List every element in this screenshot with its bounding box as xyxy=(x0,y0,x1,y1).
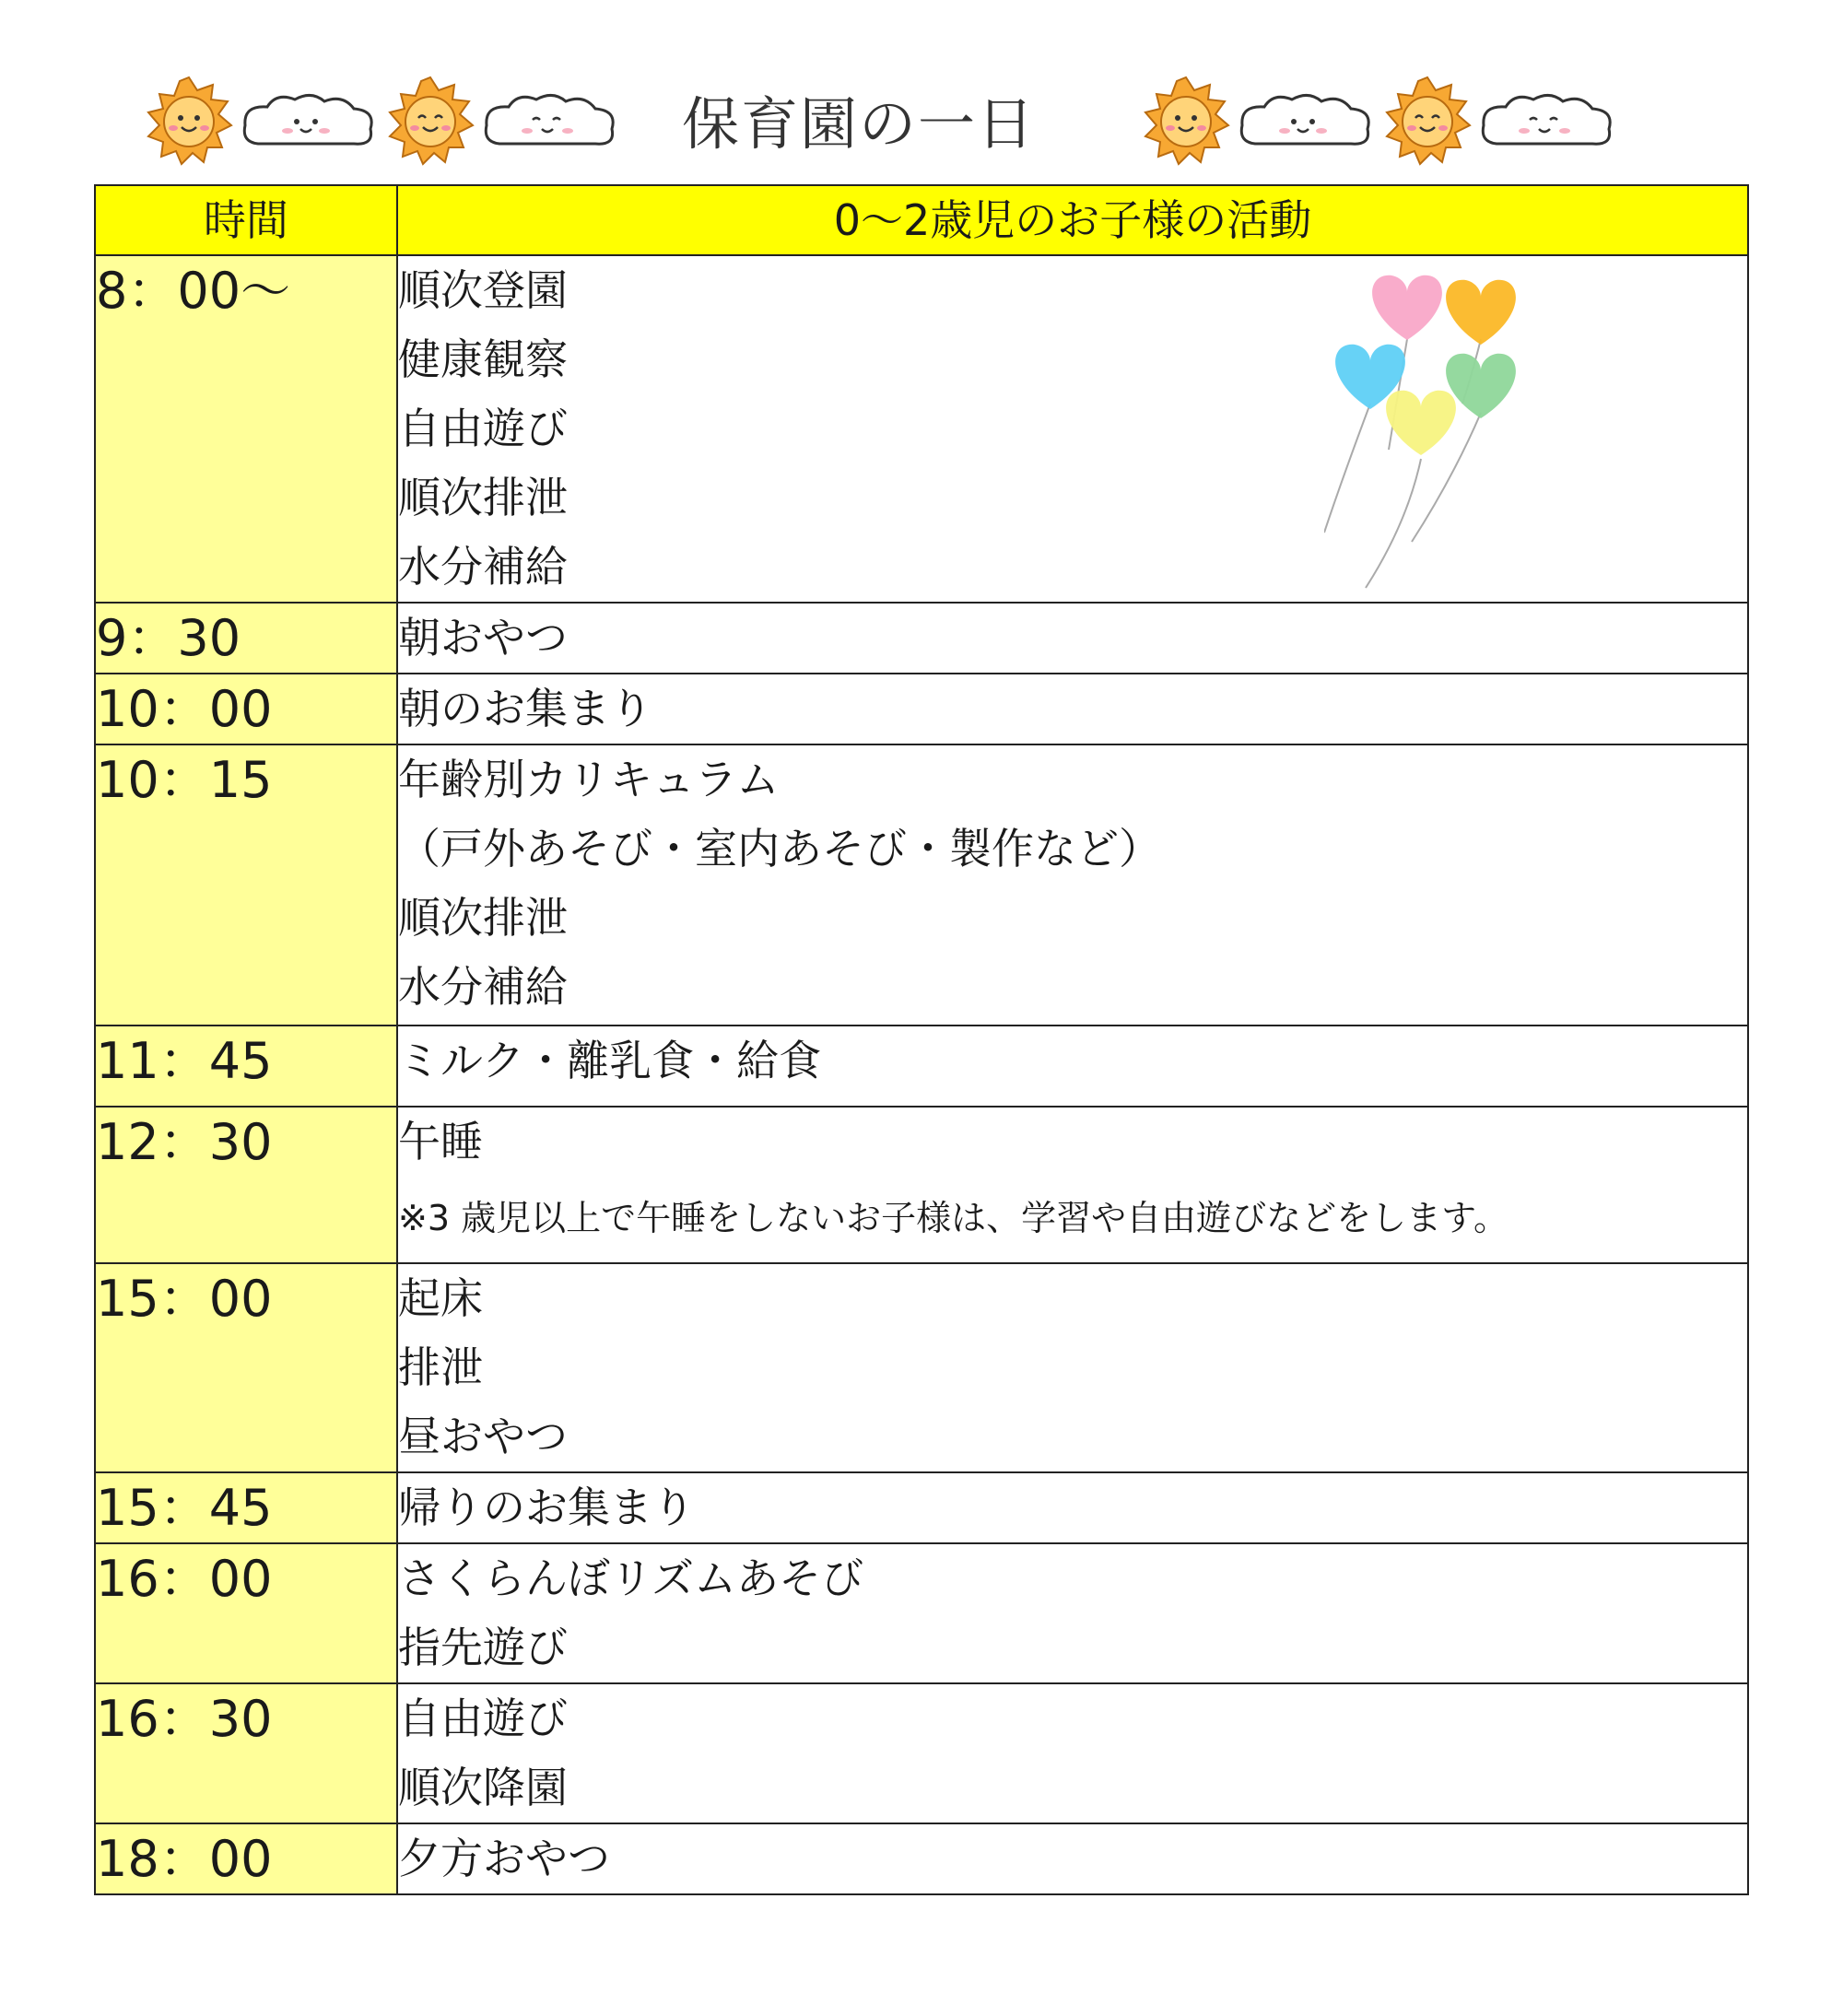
table-row xyxy=(95,744,1748,1026)
activity-cell xyxy=(397,1543,1748,1683)
activity-item: 朝のお集まり xyxy=(398,684,652,733)
header-time: 時間 xyxy=(95,185,397,255)
sun-icon xyxy=(1377,76,1478,168)
table-row xyxy=(95,674,1748,744)
time-cell: 16：00 xyxy=(95,1543,397,1683)
activity-cell xyxy=(397,1823,1748,1894)
activity-item: 順次排泄 xyxy=(398,893,568,943)
cloud-icon xyxy=(240,88,378,153)
activity-item: （戸外あそび・室内あそび・製作など） xyxy=(398,824,1161,873)
activity-cell xyxy=(397,1472,1748,1543)
sun-icon xyxy=(380,76,481,168)
time-cell: 15：45 xyxy=(95,1472,397,1543)
activity-item: 夕方おやつ xyxy=(398,1834,610,1883)
activity-item: 水分補給 xyxy=(398,962,568,1012)
activity-item: 順次登園 xyxy=(398,265,568,315)
table-row xyxy=(95,603,1748,674)
table-row xyxy=(95,1823,1748,1894)
sun-icon xyxy=(138,76,240,168)
heart-balloon-icon xyxy=(1446,280,1516,345)
activity-item: 排泄 xyxy=(398,1342,483,1392)
activity-item: 順次降園 xyxy=(398,1763,568,1812)
activity-item: ミルク・離乳食・給食 xyxy=(398,1036,822,1085)
cloud-icon xyxy=(1478,88,1616,153)
activity-item: 年齢別カリキュラム xyxy=(398,755,780,804)
table-row xyxy=(95,1107,1748,1263)
activity-cell xyxy=(397,1026,1748,1107)
sun-icon xyxy=(1135,76,1237,168)
activity-item: 自由遊び xyxy=(398,1694,568,1743)
time-cell: 10：15 xyxy=(95,744,397,1026)
daily-schedule-table xyxy=(94,184,1749,1895)
activity-item: さくらんぼリズムあそび xyxy=(398,1553,864,1603)
activity-note: ※3 歳児以上で午睡をしないお子様は、学習や自由遊びなどをします。 xyxy=(398,1198,1509,1238)
time-cell: 16：30 xyxy=(95,1683,397,1823)
header-activity: 0～2歳児のお子様の活動 xyxy=(397,185,1748,255)
activity-item: 指先遊び xyxy=(398,1623,568,1672)
cloud-icon xyxy=(1237,88,1375,153)
time-cell: 18：00 xyxy=(95,1823,397,1894)
activity-item: 朝おやつ xyxy=(398,613,568,662)
heart-balloon-icon xyxy=(1372,275,1442,340)
activity-cell xyxy=(397,674,1748,744)
activity-cell xyxy=(397,1107,1748,1263)
activity-cell xyxy=(397,1683,1748,1823)
activity-item: 午睡 xyxy=(398,1117,483,1166)
cloud-icon xyxy=(481,88,619,153)
activity-cell xyxy=(397,603,1748,674)
heart-balloon-icon xyxy=(1446,354,1516,418)
table-row xyxy=(95,1026,1748,1107)
activity-item: 帰りのお集まり xyxy=(398,1483,695,1532)
time-cell: 8：00～ xyxy=(95,255,397,603)
activity-cell xyxy=(397,255,1748,603)
page-header xyxy=(0,0,1843,184)
page-title: 保育園の一日 xyxy=(682,90,1037,158)
activity-item: 自由遊び xyxy=(398,404,568,453)
time-cell: 10：00 xyxy=(95,674,397,744)
heart-balloon-icon xyxy=(1386,391,1456,455)
time-cell: 9：30 xyxy=(95,603,397,674)
table-row xyxy=(95,255,1748,603)
time-cell: 11：45 xyxy=(95,1026,397,1107)
activity-cell xyxy=(397,1263,1748,1472)
activity-item: 起床 xyxy=(398,1273,483,1323)
time-cell: 12：30 xyxy=(95,1107,397,1263)
table-row xyxy=(95,1543,1748,1683)
table-row xyxy=(95,1263,1748,1472)
heart-balloons-illustration xyxy=(1324,265,1564,615)
activity-item: 健康観察 xyxy=(398,334,568,384)
table-row xyxy=(95,1472,1748,1543)
time-cell: 15：00 xyxy=(95,1263,397,1472)
activity-cell xyxy=(397,744,1748,1026)
table-header-row xyxy=(95,185,1748,255)
activity-item: 順次排泄 xyxy=(398,473,568,522)
table-row xyxy=(95,1683,1748,1823)
activity-item: 昼おやつ xyxy=(398,1412,568,1461)
activity-item: 水分補給 xyxy=(398,542,568,592)
